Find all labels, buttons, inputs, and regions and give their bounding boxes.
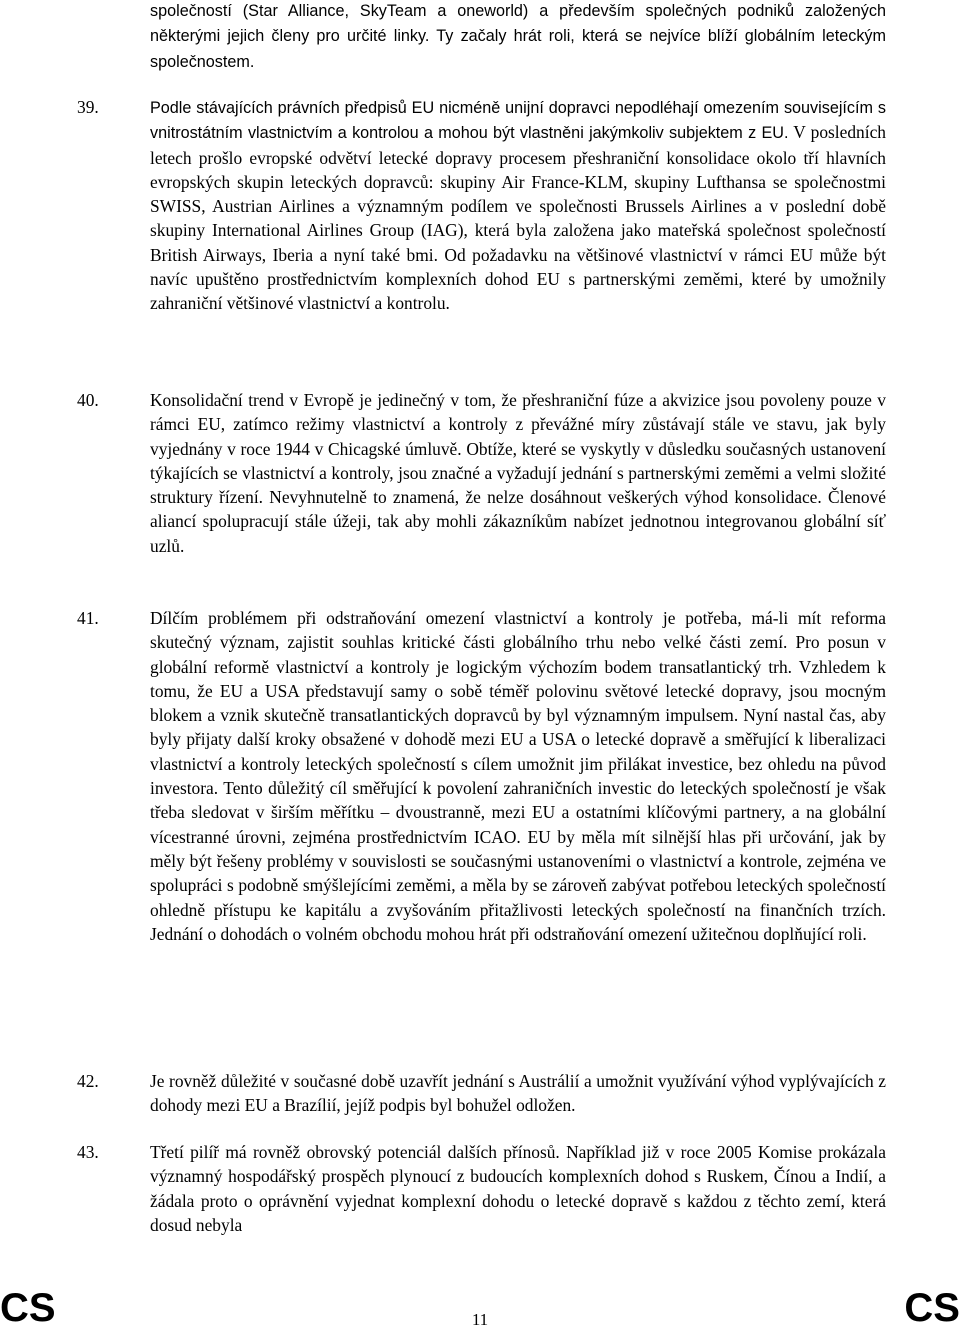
paragraph-number-42: 42. — [77, 1071, 99, 1091]
footer-language-code-left: CS — [0, 1286, 56, 1330]
paragraph-42 — [150, 1069, 886, 1118]
paragraph-number-43: 43. — [77, 1142, 99, 1162]
paragraph-number-39: 39. — [77, 97, 99, 117]
paragraph-text: Dílčím problémem při odstraňování omezení vlastnictví a kontroly je potřeba, má-li mít reforma skutečný význam, zajistit souhlas kritické části globálního trhu nebo velké části zemí. Pro posun v globální reformě vlastnictví a kontroly je logickým výchozím bodem transatlantický trh. Vzhledem k tomu, že EU a USA představují samy o sobě téměř polovinu světové letecké dopravy, jsou mocným blokem a vznik skutečně transatlantických dopravců by byl významným impulsem. Nyní nastal čas, aby byly přijaty další kroky obsažené v dohodě mezi EU a USA o letecké dopravě a směřující k liberalizaci vlastnictví a kontroly leteckých společností s cílem umožnit jim přilákat investice, bez ohledu na původ investora. Tento důležitý cíl směřující k povolení zahraničních investic do leteckých společností je však třeba sledovat v širším měřítku – dvoustranně, mezi EU a ostatními klíčovými partnery, a na globální vícestranné úrovni, zejména prostřednictvím ICAO. EU by měla mít silnější hlas při určování, jak by měly být řešeny problémy v souvislosti se současnými ustanoveními o vlastnictví a kontrole, zejména ve spolupráci s podobně smýšlejícími zeměmi, a měla by se zároveň zabývat potřebou leteckých společností ohledně přístupu ke kapitálu a zvyšováním přitažlivosti leteckých společností na finančních trzích. Jednání o dohodách o volném obchodu mohou hrát při odstraňování omezení užitečnou doplňující roli. — [150, 608, 886, 944]
paragraph-40 — [150, 388, 886, 558]
page-number: 11 — [471, 1310, 489, 1329]
paragraph-text: Je rovněž důležité v současné době uzavřít jednání s Austrálií a umožnit využívání výhod vyplývajících z dohody mezi EU a Brazílií, jejíž podpis byl bohužel odložen. — [150, 1071, 886, 1116]
paragraph-number-40: 40. — [77, 390, 99, 410]
paragraph-41 — [150, 606, 886, 946]
paragraph-text: Podle stávajících právních předpisů EU nicméně unijní dopravci nepodléhají omezením souvisejícím s vnitrostátním vlastnictvím a kontrolou a mohou být vlastněni jakýmkoliv subjektem z EU. — [150, 99, 886, 143]
paragraph-text: společností (Star Alliance, SkyTeam a oneworld) a především společných podniků založených některými jejich členy pro určité linky. Ty začaly hrát roli, která se nejvíce blíží globálním leteckým společnostem. — [150, 2, 886, 71]
footer-language-code-right: CS — [904, 1286, 960, 1330]
paragraph-text: Konsolidační trend v Evropě je jedinečný v tom, že přeshraniční fúze a akvizice jsou povoleny pouze v rámci EU, zatímco režimy vlastnictví a kontroly z převážné míry zůstávají stále ve stavu, jak byly vyjednány v roce 1944 v Chicagské úmluvě. Obtíže, které se vyskytly v důsledku současných ustanovení týkajících se vlastnictví a kontroly, jsou značné a vyžadují jednání s partnerskými zeměmi a velmi složité struktury řízení. Nevyhnutelně to znamená, že nelze dosáhnout veškerých výhod konsolidace. Členové aliancí spolupracují stále úžeji, tak aby mohli zákazníkům nabízet jednotnou integrovanou globální síť uzlů. — [150, 390, 886, 556]
paragraph-text: Třetí pilíř má rovněž obrovský potenciál dalších přínosů. Například již v roce 2005 Komise prokázala významný hospodářský prospěch plynoucí z budoucích komplexních dohod s Ruskem, Čínou a Indií, a žádala proto o oprávnění vyjednat komplexní dohodu o letecké dopravě s každou z těchto zemí, která dosud nebyla — [150, 1142, 886, 1235]
paragraph-text: V posledních letech prošlo evropské odvětví letecké dopravy procesem přeshraniční konsolidace okolo tří hlavních evropských skupin leteckých dopravců: skupiny Air France-KLM, skupiny Lufthansa se společnostmi SWISS, Austrian Airlines a významným podílem ve společnosti Brussels Airlines a v poslední době skupiny International Airlines Group (IAG), která byla založena jako mateřská společnost společností British Airways, Iberia a nyní také bmi. Od požadavku na většinové vlastnictví v rámci EU může být navíc upuštěno prostřednictvím komplexních dohod EU s partnerskými zeměmi, které by umožnily zahraniční většinové vlastnictví a kontrolu. — [150, 122, 886, 314]
paragraph-43 — [150, 1140, 886, 1237]
paragraph-39 — [150, 95, 886, 316]
paragraph-continuation — [150, 0, 886, 74]
paragraph-number-41: 41. — [77, 608, 99, 628]
